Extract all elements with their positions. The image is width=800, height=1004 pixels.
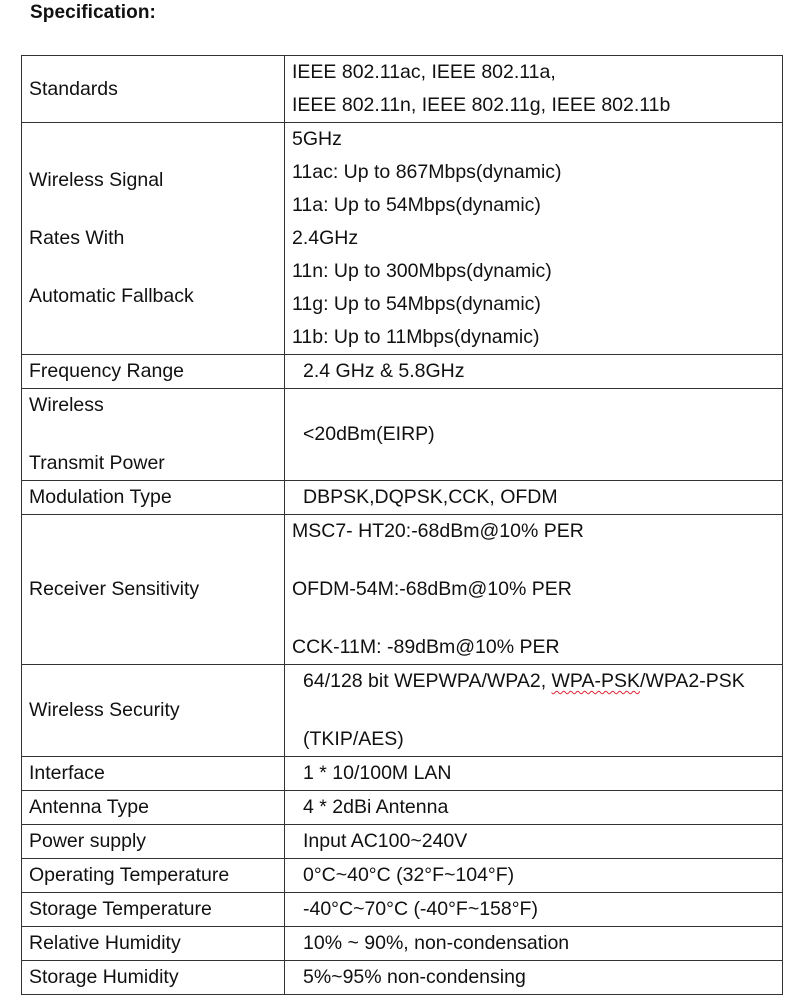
table-row — [22, 515, 783, 665]
spec-value: MSC7- HT20:-68dBm@10% PER OFDM-54M:-68dBm@10% PER CCK-11M: -89dBm@10% PER — [285, 515, 783, 665]
table-row — [22, 961, 783, 995]
spec-value: 0°C~40°C (32°F~104°F) — [285, 859, 783, 893]
table-row — [22, 825, 783, 859]
spec-value: <20dBm(EIRP) — [285, 389, 783, 481]
spec-value: 1 * 10/100M LAN — [285, 757, 783, 791]
page-title: Specification: — [30, 2, 156, 23]
spec-value: 10% ~ 90%, non-condensation — [285, 927, 783, 961]
spec-label: Receiver Sensitivity — [22, 515, 285, 665]
spec-value: Input AC100~240V — [285, 825, 783, 859]
table-row — [22, 389, 783, 481]
table-row — [22, 56, 783, 123]
table-row — [22, 481, 783, 515]
spec-label: Storage Temperature — [22, 893, 285, 927]
spec-value: DBPSK,DQPSK,CCK, OFDM — [285, 481, 783, 515]
table-row — [22, 927, 783, 961]
spec-label: Wireless Signal Rates With Automatic Fallback — [22, 123, 285, 355]
table-row — [22, 757, 783, 791]
table-row — [22, 791, 783, 825]
spec-label: Relative Humidity — [22, 927, 285, 961]
spellcheck-marked-text: WPA-PSK — [551, 670, 641, 692]
spec-label: Wireless Security — [22, 665, 285, 757]
spec-value: IEEE 802.11ac, IEEE 802.11a, IEEE 802.11n, IEEE 802.11g, IEEE 802.11b — [285, 56, 783, 123]
spec-label: Operating Temperature — [22, 859, 285, 893]
spec-label: Antenna Type — [22, 791, 285, 825]
table-row — [22, 893, 783, 927]
table-row — [22, 355, 783, 389]
spec-value: 4 * 2dBi Antenna — [285, 791, 783, 825]
spec-label: Wireless Transmit Power — [22, 389, 285, 481]
spec-value: -40°C~70°C (-40°F~158°F) — [285, 893, 783, 927]
spec-label: Standards — [22, 56, 285, 123]
spec-label: Power supply — [22, 825, 285, 859]
spec-value: 5GHz 11ac: Up to 867Mbps(dynamic) 11a: Up to 54Mbps(dynamic) 2.4GHz 11n: Up to 300Mbps(dynamic) 11g: Up to 54Mbps(dynamic) 11b: Up to 11Mbps(dynamic) — [285, 123, 783, 355]
spec-label: Interface — [22, 757, 285, 791]
spec-label: Frequency Range — [22, 355, 285, 389]
spec-value: 64/128 bit WEPWPA/WPA2, WPA-PSK/WPA2-PSK (TKIP/AES) — [285, 665, 783, 757]
spec-label: Storage Humidity — [22, 961, 285, 995]
table-row — [22, 665, 783, 757]
specification-table — [21, 55, 783, 995]
spec-value: 5%~95% non-condensing — [285, 961, 783, 995]
table-row — [22, 859, 783, 893]
spec-value: 2.4 GHz & 5.8GHz — [285, 355, 783, 389]
table-row — [22, 123, 783, 355]
spec-label: Modulation Type — [22, 481, 285, 515]
